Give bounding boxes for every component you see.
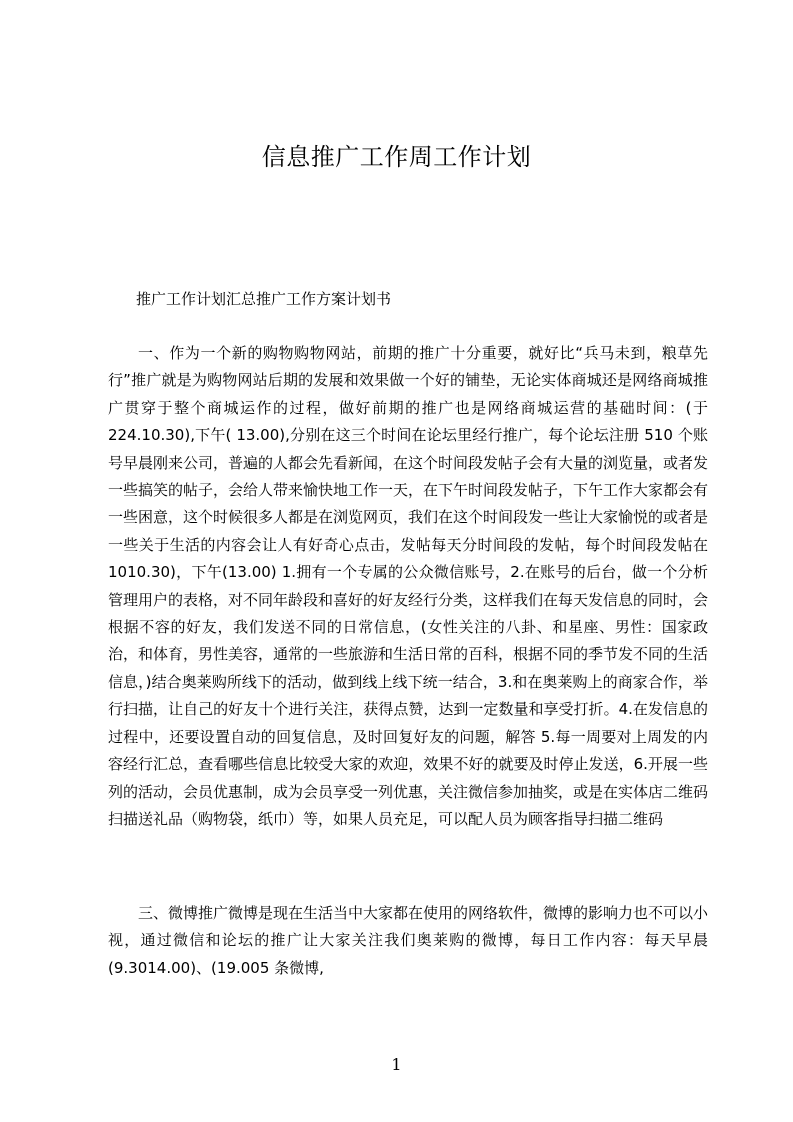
document-subtitle: 推广工作计划汇总推广工作方案计划书 (136, 290, 392, 308)
page-number: 1 (391, 1055, 402, 1074)
document-title: 信息推广工作周工作计划 (261, 143, 532, 171)
paragraph-weibo-promotion: 三、微博推广微博是现在生活当中大家都在使用的网络软件，微博的影响力也不可以小视，通过微信和论坛的推广让大家关注我们奥莱购的微博，每日工作内容：每天早晨(9.3014.00)、(19.005 条微博, (108, 904, 709, 977)
paragraph-promotion-plan: 一、作为一个新的购物购物网站，前期的推广十分重要，就好比“兵马未到，粮草先行”推广就是为购物网站后期的发展和效果做一个好的铺垫，无论实体商城还是网络商城推广贯穿于整个商城运作的过程，做好前期的推广也是网络商城运营的基础时间：(于 224.10.30),下午( 13.00),分别在这三个时间在论坛里经行推广，每个论坛注册 510 个账号早晨刚来公司，普遍的人都会先看新闻，在这个时间段发帖子会有大量的浏览量，或者发一些搞笑的帖子，会给人带来愉快地工作一天，在下午时间段发帖子，下午工作大家都会有一些困意，这个时候很多人都是在浏览网页，我们在这个时间段发一些让大家愉悦的或者是一些关于生活的内容会让人有好奇心点击，发帖每天分时间段的发帖，每个时间段发帖在 1010.30)，下午(13.00) 1.拥有一个专属的公众微信账号，2.在账号的后台，做一个分析管理用户的表格，对不同年龄段和喜好的好友经行分类，这样我们在每天发信息的同时，会根据不容的好友，我们发送不同的日常信息，(女性关注的八卦、和星座、男性：国家政治，和体育，男性美容，通常的一些旅游和生活日常的百科，根据不同的季节发不同的生活信息，)结合奥莱购所线下的活动，做到线上线下统一结合，3.和在奥莱购上的商家合作，举行扫描，让自己的好友十个进行关注，获得点赞，达到一定数量和享受打折。4.在发信息的过程中，还要设置自动的回复信息，及时回复好友的问题，解答 5.每一周要对上周发的内容经行汇总，查看哪些信息比较受大家的欢迎，效果不好的就要及时停止发送，6.开展一些列的活动，会员优惠制，成为会员享受一列优惠，关注微信参加抽奖，或是在实体店二维码扫描送礼品（购物袋，纸巾）等，如果人员充足，可以配人员为顾客指导扫描二维码 (108, 344, 709, 828)
